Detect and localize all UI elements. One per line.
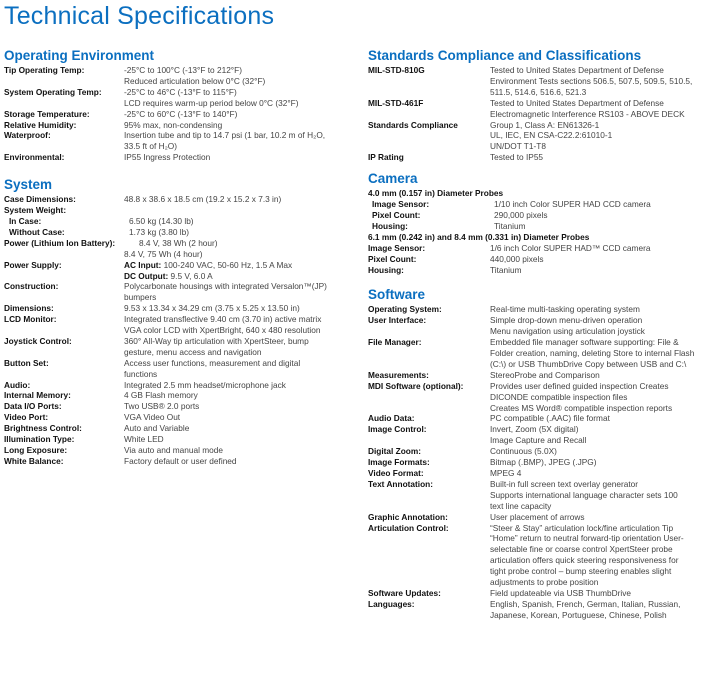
spec-value-line: 4 GB Flash memory (124, 390, 198, 401)
spec-label: Storage Temperature: (4, 108, 90, 119)
spec-value (494, 210, 548, 221)
spec-value (490, 243, 650, 254)
spec-value (490, 413, 610, 424)
spec-row (368, 479, 713, 512)
spec-value (124, 65, 265, 87)
spec-value-line: DC Output: 9.5 V, 6.0 A (124, 270, 213, 281)
spec-value-line: Creates MS Word® compatible inspection reports (490, 402, 673, 413)
spec-value-line: 33.5 ft of H₂O) (124, 141, 178, 152)
spec-value-line: functions (124, 368, 158, 379)
spec-row (368, 98, 713, 120)
spec-value-line: 48.8 x 38.6 x 18.5 cm (19.2 x 15.2 x 7.3 in) (124, 194, 282, 205)
spec-value-line: Reduced articulation below 0°C (32°F) (124, 75, 266, 86)
spec-label: Pixel Count: (372, 209, 421, 220)
spec-value-line: Real-time multi-tasking operating system (490, 304, 640, 315)
spec-value (124, 130, 325, 152)
spec-value (490, 315, 645, 337)
spec-label: Power Supply: (4, 259, 62, 270)
spec-label: Video Port: (4, 412, 49, 423)
spec-value-line: Access user functions, measurement and digital (124, 357, 301, 368)
spec-value-line: Menu navigation using articulation joystick (490, 326, 645, 337)
spec-row (4, 120, 354, 131)
camera-probe-heading: 4.0 mm (0.157 in) Diameter Probes (368, 188, 504, 199)
spec-row (368, 304, 713, 315)
spec-value-line: Provides user defined guided inspection Creates (490, 380, 669, 391)
spec-value (494, 199, 651, 210)
spec-label: Standards Compliance (368, 119, 458, 130)
spec-row (368, 413, 713, 424)
spec-value (124, 434, 164, 445)
spec-row (368, 265, 713, 276)
spec-label: Housing: (368, 264, 404, 275)
spec-value-line: Environment Tests sections 506.5, 507.5, 509.5, 510.5, (490, 75, 693, 86)
spec-row (368, 512, 713, 523)
spec-value (490, 120, 612, 153)
spec-value-line: Invert, Zoom (5X digital) (490, 424, 579, 435)
spec-row (4, 358, 354, 380)
spec-row (4, 336, 354, 358)
spec-value (490, 304, 640, 315)
section-heading-software: Software (368, 287, 426, 303)
spec-value-line: Titanium (490, 264, 522, 275)
spec-label: Audio Data: (368, 413, 415, 424)
spec-value-line: (C:\) or USB ThumbDrive Copy between USB and C:\ (490, 358, 687, 369)
spec-label: MIL-STD-461F (368, 97, 424, 108)
spec-row (368, 243, 713, 254)
spec-row (4, 65, 354, 87)
spec-label: Illumination Type: (4, 434, 75, 445)
spec-value-line: Factory default or user defined (124, 455, 237, 466)
spec-value-line: Titanium (494, 220, 526, 231)
spec-row (4, 456, 354, 467)
spec-value (124, 390, 198, 401)
spec-label: Image Control: (368, 424, 427, 435)
spec-label: Without Case: (9, 226, 65, 237)
system-table (4, 194, 354, 467)
spec-value-line: Japanese, Korean, Portuguese, Chinese, Polish (490, 609, 667, 620)
spec-value (490, 98, 685, 120)
spec-value-line: PC compatible (.AAC) file format (490, 413, 610, 424)
spec-row (368, 523, 713, 588)
spec-value (490, 588, 631, 599)
spec-label: System Weight: (4, 205, 67, 216)
spec-row (4, 423, 354, 434)
spec-value (490, 446, 557, 457)
spec-row (368, 120, 713, 153)
spec-value-line: -25°C to 100°C (-13°F to 212°F) (124, 65, 242, 75)
spec-value (490, 337, 694, 370)
spec-value (124, 303, 300, 314)
spec-label: In Case: (9, 215, 42, 226)
spec-value-line: -25°C to 60°C (-13°F to 140°F) (124, 108, 238, 119)
spec-value-line: VGA color LCD with XpertBright, 640 x 480 resolution (124, 325, 321, 336)
spec-label: Digital Zoom: (368, 446, 422, 457)
spec-value-line: bumpers (124, 292, 157, 303)
spec-value-line: Auto and Variable (124, 423, 190, 434)
spec-row (4, 130, 354, 152)
spec-label: File Manager: (368, 337, 422, 348)
spec-value-line: -25°C to 46°C (-13°F to 115°F) (124, 86, 237, 97)
spec-value-line: 290,000 pixels (494, 209, 548, 220)
spec-label: IP Rating (368, 152, 404, 163)
spec-label: LCD Monitor: (4, 314, 57, 325)
spec-value-line: Two USB® 2.0 ports (124, 401, 200, 412)
spec-row (4, 194, 354, 205)
spec-row (368, 370, 713, 381)
spec-value (490, 512, 585, 523)
spec-label: Graphic Annotation: (368, 511, 448, 522)
spec-value (129, 227, 189, 238)
spec-value-line: Polycarbonate housings with integrated Versalon™(JP) (124, 281, 327, 292)
spec-label: Video Format: (368, 468, 424, 478)
spec-value (490, 65, 692, 98)
spec-label: Power (Lithium Ion Battery): (4, 237, 116, 248)
spec-row (4, 109, 354, 120)
spec-row (4, 205, 354, 216)
standards-table (368, 65, 713, 163)
spec-value-line: Field updateable via USB ThumbDrive (490, 587, 631, 598)
spec-row (4, 281, 354, 303)
spec-label: MDI Software (optional): (368, 380, 464, 391)
spec-value-line: 8.4 V, 75 Wh (4 hour) (124, 248, 203, 259)
spec-value-line: articulation offers quick steering responsiveness for (490, 555, 679, 566)
spec-value-line: 1.73 kg (3.80 lb) (129, 226, 189, 237)
spec-value (494, 221, 526, 232)
spec-value-line: Embedded file manager software supporting: File & (490, 337, 679, 348)
spec-label: Image Sensor: (372, 199, 430, 210)
spec-label: Long Exposure: (4, 445, 68, 455)
spec-value-line: 9.53 x 13.34 x 34.29 cm (3.75 x 5.25 x 13.50 in) (124, 303, 300, 314)
camera-probe2-table (368, 243, 713, 276)
spec-label: Joystick Control: (4, 335, 72, 346)
spec-row (368, 468, 713, 479)
spec-value-line: 440,000 pixels (490, 253, 544, 264)
spec-value-line: 6.50 kg (14.30 lb) (129, 215, 194, 226)
spec-value (490, 468, 521, 479)
spec-label: Articulation Control: (368, 522, 449, 533)
software-table (368, 304, 713, 620)
spec-label: System Operating Temp: (4, 86, 102, 97)
spec-row (4, 401, 354, 412)
spec-value-line: 8.4 V, 38 Wh (2 hour) (139, 237, 218, 248)
page-title: Technical Specifications (4, 2, 275, 30)
section-heading-camera: Camera (368, 171, 418, 187)
spec-value-line: Built-in full screen text overlay generator (490, 478, 639, 489)
spec-value (124, 358, 300, 380)
spec-label: Tip Operating Temp: (4, 65, 85, 75)
spec-row (368, 152, 713, 163)
spec-row (4, 87, 354, 109)
spec-value-line: 1/10 inch Color SUPER HAD CCD camera (494, 199, 651, 210)
spec-value-line: Insertion tube and tip to 14.7 psi (1 bar, 10.2 m of H₂O, (124, 130, 326, 141)
spec-value (490, 599, 680, 621)
spec-row (368, 599, 713, 621)
spec-label: Image Sensor: (368, 242, 426, 253)
spec-value-line: IP55 Ingress Protection (124, 152, 211, 163)
spec-label: Operating System: (368, 304, 442, 315)
spec-label: Software Updates: (368, 587, 441, 598)
spec-value-line: Integrated transflective 9.40 cm (3.70 in) active matrix (124, 314, 322, 325)
spec-value (124, 260, 292, 282)
spec-label: Languages: (368, 598, 415, 609)
spec-label: Image Formats: (368, 457, 430, 468)
spec-value-line: Folder creation, naming, deleting Store to internal Flash (490, 348, 695, 359)
spec-label: White Balance: (4, 455, 64, 466)
spec-value (124, 336, 309, 358)
spec-value (124, 194, 281, 205)
spec-value (124, 237, 218, 260)
spec-label: Housing: (372, 220, 408, 231)
spec-value (490, 424, 586, 446)
spec-row (4, 260, 354, 282)
spec-label: Measurements: (368, 369, 429, 380)
spec-value (490, 265, 522, 276)
spec-value (124, 423, 189, 434)
spec-row (368, 424, 713, 446)
camera-probe-heading: 6.1 mm (0.242 in) and 8.4 mm (0.331 in) Diameter Probes (368, 231, 590, 242)
camera-probe1-table (368, 199, 713, 232)
spec-value (124, 152, 210, 163)
spec-value (490, 381, 672, 414)
spec-value (490, 523, 684, 588)
spec-value-line: UL, IEC, EN CSA-C22.2:61010-1 (490, 130, 613, 141)
spec-value-line: gesture, menu access and navigation (124, 346, 262, 357)
spec-value-line: Integrated 2.5 mm headset/microphone jack (124, 379, 286, 390)
spec-value-line: Bitmap (.BMP), JPEG (.JPG) (490, 457, 597, 468)
spec-row (368, 446, 713, 457)
spec-label: Construction: (4, 281, 59, 292)
spec-value-line (124, 205, 126, 216)
spec-value (490, 370, 600, 381)
spec-value-line: Tested to IP55 (490, 152, 544, 163)
spec-value-line: Electromagnetic Interference RS103 - ABOVE DECK (490, 108, 685, 119)
spec-value (124, 120, 222, 131)
spec-label: Waterproof: (4, 130, 51, 141)
spec-value (490, 457, 597, 468)
spec-value-line: Group 1, Class A: EN61326-1 (490, 119, 600, 130)
spec-label: Internal Memory: (4, 390, 71, 401)
spec-value-line: 95% max, non-condensing (124, 119, 223, 130)
spec-value-line: VGA Video Out (124, 412, 181, 423)
spec-row (4, 434, 354, 445)
spec-value-line: “Home” return to neutral forward-tip orientation User- (490, 533, 684, 544)
spec-value (490, 479, 678, 512)
spec-value-line: White LED (124, 434, 164, 445)
spec-row (4, 412, 354, 423)
spec-row (4, 314, 354, 336)
spec-value-line: LCD requires warm-up period below 0°C (32°F) (124, 97, 299, 108)
spec-row (368, 315, 713, 337)
spec-row (4, 303, 354, 314)
spec-value (124, 412, 180, 423)
spec-row (4, 152, 354, 163)
spec-row (368, 381, 713, 414)
spec-label: Environmental: (4, 152, 65, 163)
spec-label: Pixel Count: (368, 253, 417, 264)
spec-row (368, 457, 713, 468)
spec-row (4, 216, 354, 227)
spec-row (368, 65, 713, 98)
spec-row (368, 210, 713, 221)
spec-value-line: MPEG 4 (490, 468, 522, 478)
spec-value (124, 401, 199, 412)
spec-value (124, 109, 237, 120)
spec-label: Case Dimensions: (4, 194, 76, 205)
spec-label: Text Annotation: (368, 478, 433, 489)
spec-value (124, 445, 223, 456)
spec-value-line: 1/6 inch Color SUPER HAD™ CCD camera (490, 242, 651, 253)
spec-label: Audio: (4, 379, 31, 390)
spec-label: User Interface: (368, 315, 427, 326)
operating-environment-table (4, 65, 354, 163)
spec-row (368, 221, 713, 232)
spec-value-line: adjustments to probe position (490, 577, 599, 588)
spec-label: Brightness Control: (4, 423, 82, 434)
spec-value-line: UN/DOT T1-T8 (490, 141, 546, 152)
spec-value-line: selectable fine or coarse control XpertSteer probe (490, 544, 673, 555)
right-column (368, 48, 713, 621)
spec-value (124, 281, 327, 303)
spec-value-line: Via auto and manual mode (124, 445, 224, 455)
spec-value-line: Image Capture and Recall (490, 435, 587, 446)
spec-value-line: 511.5, 514.6, 516.6, 521.3 (490, 86, 587, 97)
spec-value (490, 152, 543, 163)
spec-value (124, 87, 298, 109)
section-heading-standards: Standards Compliance and Classifications (368, 48, 642, 63)
spec-label: Data I/O Ports: (4, 401, 62, 412)
spec-value (490, 254, 544, 265)
spec-label: Relative Humidity: (4, 119, 77, 130)
spec-value-line: text line capacity (490, 500, 552, 511)
spec-row (368, 588, 713, 599)
spec-value (124, 380, 286, 391)
spec-value (129, 216, 194, 227)
spec-value (124, 205, 126, 216)
spec-row (4, 390, 354, 401)
spec-value-line: Continuous (5.0X) (490, 446, 557, 457)
spec-row (368, 254, 713, 265)
spec-label: Dimensions: (4, 303, 54, 314)
spec-value-line: Tested to United States Department of Defense (490, 97, 664, 108)
spec-row (368, 337, 713, 370)
left-column (4, 48, 354, 467)
spec-value-line: 360° All-Way tip articulation with XpertSteer, bump (124, 335, 309, 346)
spec-value-line: AC Input: 100-240 VAC, 50-60 Hz, 1.5 A Max (124, 259, 293, 270)
spec-value (124, 314, 321, 336)
spec-value-line: Supports international language character sets 100 (490, 489, 678, 500)
spec-value-line: StereoProbe and Comparison (490, 369, 600, 380)
spec-value-line: “Steer & Stay” articulation lock/fine articulation Tip (490, 522, 674, 533)
spec-value-line: Tested to United States Department of Defense (490, 65, 664, 75)
spec-row (4, 238, 354, 260)
spec-row (4, 227, 354, 238)
spec-value-line: Simple drop-down menu-driven operation (490, 315, 643, 326)
spec-value-line: English, Spanish, French, German, Italian, Russian, (490, 598, 681, 609)
spec-row (4, 445, 354, 456)
section-heading-system: System (4, 177, 53, 193)
spec-value-line: DICONDE compatible inspection files (490, 391, 628, 402)
spec-label: MIL-STD-810G (368, 65, 425, 75)
section-heading-operating-environment: Operating Environment (4, 48, 155, 63)
spec-label: Button Set: (4, 357, 49, 368)
spec-value-line: User placement of arrows (490, 511, 585, 522)
spec-row (368, 199, 713, 210)
spec-row (4, 380, 354, 391)
spec-value-line: tight probe control – bump steering enables slight (490, 566, 672, 577)
spec-value (124, 456, 237, 467)
